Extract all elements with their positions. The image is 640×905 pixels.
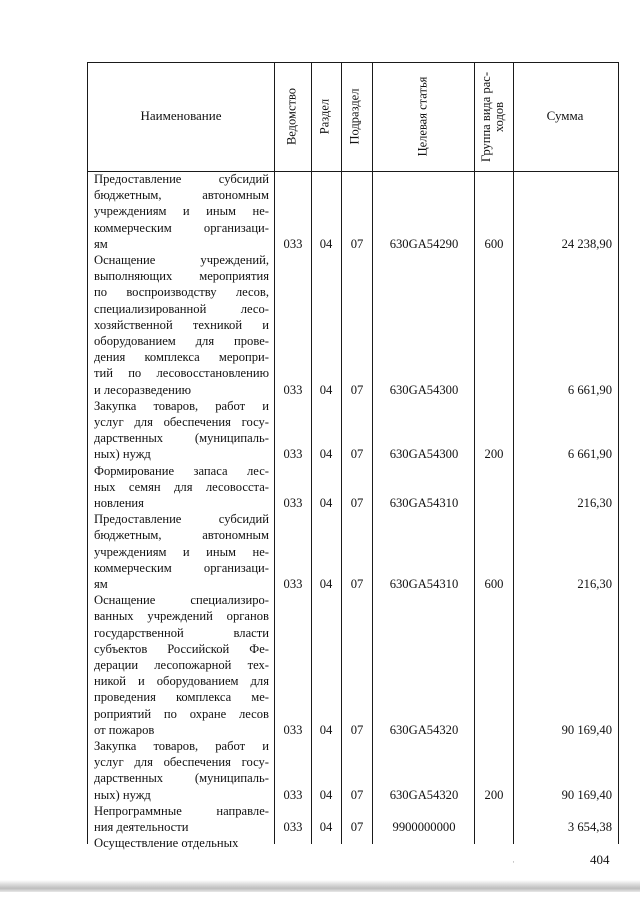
row-podrazdel: 07: [350, 787, 364, 802]
table-row: [0, 252, 640, 398]
row-podrazdel: 07: [350, 576, 364, 591]
row-razdel: 04: [319, 819, 333, 834]
row-name: [94, 592, 269, 738]
row-name-line: бюджетным, автономным: [94, 528, 269, 543]
row-name-line: Закупка товаров, работ и: [94, 398, 269, 413]
header-vedomstvo: Ведомство: [284, 87, 299, 146]
row-name-line: ванных учреждений органов: [94, 609, 269, 624]
row-razdel: 04: [319, 382, 333, 397]
row-razdel: 04: [319, 495, 333, 510]
row-name-line: Предоставление субсидий: [94, 172, 269, 186]
row-vedomstvo: 033: [283, 236, 303, 251]
row-name: [94, 803, 269, 835]
row-vedomstvo: 033: [283, 787, 303, 802]
header-razdel: Раздел: [317, 98, 332, 135]
row-celevaya: 9900000000: [392, 819, 456, 834]
row-razdel: 04: [319, 787, 333, 802]
row-name-line: дения комплекса меропри-: [94, 350, 269, 365]
row-vedomstvo: 033: [283, 576, 303, 591]
row-summa: 216,30: [577, 576, 612, 591]
row-podrazdel: 07: [350, 722, 364, 737]
header-summa: Сумма: [546, 108, 584, 123]
row-name-line: Осуществление отдельных: [94, 836, 239, 851]
row-summa: 6 661,90: [567, 447, 612, 462]
row-name-line: Оснащение учреждений,: [94, 253, 269, 267]
row-name-line: оборудованием для прове-: [94, 334, 269, 349]
row-vedomstvo: 033: [283, 722, 303, 737]
row-name: [94, 511, 269, 592]
row-name-line: дерации лесопожарной тех-: [94, 658, 269, 672]
row-razdel: 04: [319, 722, 333, 737]
row-summa: 6 661,90: [567, 382, 612, 397]
scan-edge: [0, 880, 640, 892]
row-celevaya: 630GA54320: [389, 787, 459, 802]
table-row: [0, 171, 640, 252]
row-name-line: дарственных (муниципаль-: [94, 431, 269, 446]
row-celevaya: 630GA54310: [389, 576, 459, 591]
row-podrazdel: 07: [350, 447, 364, 462]
row-celevaya: 630GA54310: [389, 495, 459, 510]
row-name-line: ям: [94, 236, 108, 251]
row-name-line: ям: [94, 577, 108, 591]
row-name-line: Непрограммные направле-: [94, 803, 269, 818]
row-name-line: государственной власти: [94, 625, 269, 640]
table-row: [0, 803, 640, 835]
row-celevaya: 630GA54300: [389, 382, 459, 397]
row-summa: 90 169,40: [561, 787, 612, 802]
row-name-line: проведения комплекса ме-: [94, 690, 269, 705]
row-name-line: никой и оборудованием для: [94, 674, 269, 689]
row-name-line: Оснащение специализиро-: [94, 593, 269, 608]
row-summa: 3 654,38: [567, 819, 612, 834]
row-name-line: услуг для обеспечения госу-: [94, 415, 269, 429]
row-gruppa: 200: [484, 787, 504, 802]
header-gruppa: Группа вида рас-ходов: [479, 72, 506, 162]
row-gruppa: 200: [484, 447, 504, 462]
row-name-line: специализированной лесо-: [94, 301, 269, 316]
row-vedomstvo: 033: [283, 382, 303, 397]
row-celevaya: 630GA54300: [389, 447, 459, 462]
table-row: [0, 511, 640, 592]
row-vedomstvo: 033: [283, 819, 303, 834]
row-name-line: учреждениям и иным не-: [94, 204, 269, 219]
row-name-line: субъектов Российской Фе-: [94, 641, 269, 656]
row-razdel: 04: [319, 576, 333, 591]
row-name-line: коммерческим организаци-: [94, 560, 269, 575]
row-name: [94, 463, 269, 512]
page-number: 404: [590, 852, 610, 867]
row-name-line: ных) нужд: [94, 787, 151, 802]
row-name-line: выполняющих мероприятия: [94, 269, 269, 284]
row-name-line: ния деятельности: [94, 820, 189, 834]
row-name-line: по воспроизводству лесов,: [94, 285, 269, 300]
row-name-line: учреждениям и иным не-: [94, 544, 269, 559]
row-name-line: бюджетным, автономным: [94, 188, 269, 203]
header-name: Наименование: [140, 108, 222, 123]
row-summa: 216,30: [577, 495, 612, 510]
header-podrazdel: Подраздел: [347, 88, 362, 145]
row-celevaya: 630GA54290: [389, 236, 459, 251]
table-row: [0, 738, 640, 803]
table-row: [0, 398, 640, 463]
row-name: [94, 252, 269, 398]
row-name-line: услуг для обеспечения госу-: [94, 755, 269, 770]
row-name: [94, 171, 269, 252]
row-name-line: Формирование запаса лес-: [94, 463, 269, 478]
header-celevaya: Целевая статья: [415, 76, 430, 157]
row-name-line: ных семян для лесовосста-: [94, 479, 269, 494]
row-name: [94, 835, 269, 851]
row-name-line: от пожаров: [94, 722, 155, 737]
row-gruppa: 600: [484, 236, 504, 251]
row-podrazdel: 07: [350, 382, 364, 397]
row-name-line: хозяйственной техникой и: [94, 317, 269, 332]
table-row: [0, 592, 640, 738]
row-name-line: новления: [94, 496, 144, 510]
table-row: [0, 463, 640, 512]
row-name-line: коммерческим организаци-: [94, 220, 269, 235]
row-name-line: и лесоразведению: [94, 382, 192, 397]
row-celevaya: 630GA54320: [389, 722, 459, 737]
table-top-border: [87, 62, 619, 63]
row-gruppa: 600: [484, 576, 504, 591]
row-name-line: Закупка товаров, работ и: [94, 739, 269, 753]
row-name-line: дарственных (муниципаль-: [94, 771, 269, 786]
row-name-line: тий по лесовосстановлению: [94, 366, 269, 381]
row-razdel: 04: [319, 236, 333, 251]
row-name: [94, 738, 269, 803]
row-razdel: 04: [319, 447, 333, 462]
row-summa: 24 238,90: [561, 236, 612, 251]
table-row: [0, 835, 640, 851]
row-name: [94, 398, 269, 463]
row-summa: 90 169,40: [561, 722, 612, 737]
row-name-line: ных) нужд: [94, 447, 151, 462]
row-podrazdel: 07: [350, 236, 364, 251]
row-name-line: Предоставление субсидий: [94, 512, 269, 527]
row-name-line: роприятий по охране лесов: [94, 706, 269, 721]
row-podrazdel: 07: [350, 495, 364, 510]
scan-mark: ·: [512, 857, 515, 867]
row-vedomstvo: 033: [283, 447, 303, 462]
row-podrazdel: 07: [350, 819, 364, 834]
row-vedomstvo: 033: [283, 495, 303, 510]
